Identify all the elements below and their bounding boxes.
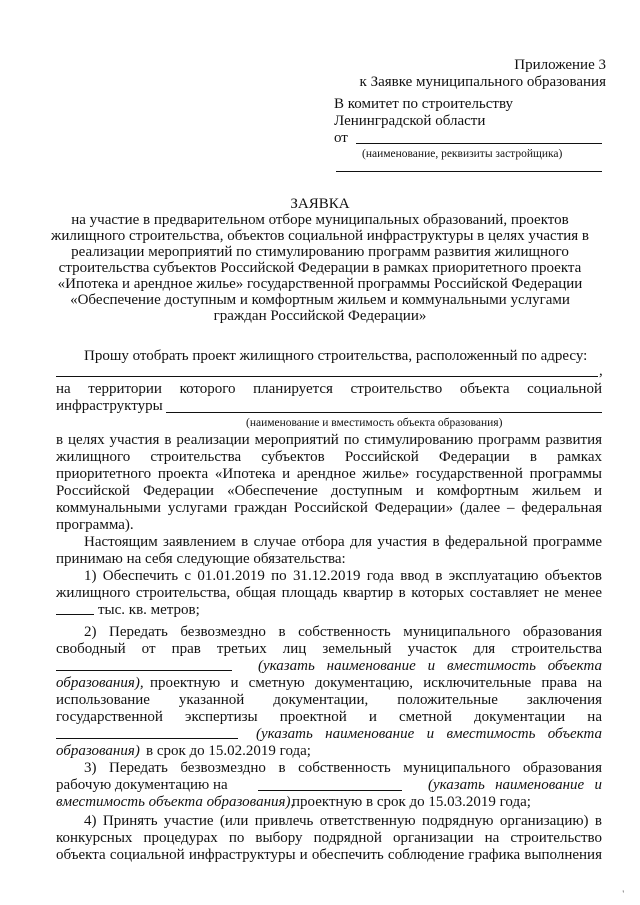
purpose-line: программа).	[56, 517, 134, 533]
docs-field-line	[56, 738, 238, 739]
purpose-line: коммунальными услугами граждан Российской Федерации» (далее – федеральная	[56, 500, 602, 516]
item-3-text: рабочую документацию на	[56, 777, 228, 793]
item-3-hint: вместимость объекта образования),	[56, 794, 295, 810]
addressee-line-1: В комитет по строительству	[334, 96, 514, 112]
item-2-text: использование указанной документации, положительные заключения	[56, 692, 602, 708]
title-line: «Обеспечение доступным и комфортным жильем и коммунальными услугами	[70, 292, 570, 308]
item-2-hint: образования)	[56, 743, 140, 759]
item-4-text: объекта социальной инфраструктуры и обеспечить соблюдение графика выполнения	[56, 847, 602, 863]
item-3-text: проектную в срок до 15.03.2019 года;	[292, 794, 531, 810]
purpose-line: жилищного строительства субъектов Российской Федерации в рамках	[56, 449, 602, 465]
appendix-number: Приложение 3	[514, 57, 606, 73]
addressee-from: от	[334, 130, 348, 146]
item-2-hint: (указать наименование и вместимость объекта	[256, 726, 602, 742]
title-line: граждан Российской Федерации»	[213, 308, 427, 324]
document-heading: ЗАЯВКА	[290, 196, 350, 212]
title-line: реализации мероприятий по стимулированию программ развития жилищного	[71, 244, 569, 260]
item-1-text: жилищного строительства, общая площадь квартир в которых составляет не менее	[56, 585, 602, 601]
item-2-hint: образования),	[56, 675, 144, 691]
request-text: Прошу отобрать проект жилищного строительства, расположенный по адресу:	[84, 348, 588, 364]
item-2-text: 2) Передать безвозмездно в собственность муниципального образования	[84, 624, 602, 640]
item-2-text: проектную и сметную документацию, исключительные права на	[150, 675, 602, 691]
working-docs-field-line	[258, 790, 402, 791]
addressee-line-2: Ленинградской области	[334, 113, 486, 129]
from-caption: (наименование, реквизиты застройщика)	[362, 148, 563, 160]
item-3-hint: (указать наименование и	[428, 777, 602, 793]
item-2-text: в срок до 15.02.2019 года;	[146, 743, 311, 759]
item-1-text: тыс. кв. метров;	[98, 602, 200, 618]
item-2-hint: (указать наименование и вместимость объекта	[258, 658, 602, 674]
appendix-to: к Заявке муниципального образования	[359, 74, 606, 90]
area-field-line	[56, 614, 94, 615]
infra-caption: (наименование и вместимость объекта образования)	[246, 417, 503, 429]
address-field-line	[56, 376, 598, 377]
obligation-intro: Настоящим заявлением в случае отбора для участия в федеральной программе	[84, 534, 602, 550]
from-field-line-2	[336, 171, 602, 172]
infra-label: инфраструктуры	[56, 398, 163, 414]
item-3-text: 3) Передать безвозмездно в собственность муниципального образования	[84, 760, 602, 776]
purpose-line: Российской Федерации «Обеспечение доступным и комфортным жильем и	[56, 483, 602, 499]
obligation-intro: принимаю на себя следующие обязательства:	[56, 551, 346, 567]
corner-mark: '	[622, 889, 624, 899]
title-line: строительства субъектов Российской Федерации в рамках приоритетного проекта	[58, 260, 582, 276]
item-4-text: конкурсных процедурах по выбору подрядной организации на строительство	[56, 830, 602, 846]
item-2-text: свободный от прав третьих лиц земельный участок для строительства	[56, 641, 602, 657]
item-1-text: 1) Обеспечить с 01.01.2019 по 31.12.2019 года ввод в эксплуатацию объектов	[84, 568, 602, 584]
territory-line: на территории которого планируется строительство объекта социальной	[56, 381, 602, 397]
from-field-line	[356, 143, 602, 144]
title-line: жилищного строительства, объектов социальной инфраструктуры в целях участия в	[50, 228, 590, 244]
land-plot-field-line	[56, 670, 232, 671]
purpose-line: в целях участия в реализации мероприятий по стимулированию программ развития	[56, 432, 602, 448]
item-4-text: 4) Принять участие (или привлечь ответственную подрядную организацию) в	[84, 813, 602, 829]
title-line: на участие в предварительном отборе муниципальных образований, проектов	[71, 212, 569, 228]
purpose-line: приоритетного проекта «Ипотека и арендное жилье» государственной программы	[56, 466, 602, 482]
title-line: «Ипотека и арендное жилье» государственной программы Российской Федерации	[57, 276, 583, 292]
item-2-text: государственной экспертизы проектной и сметной документации на	[56, 709, 602, 725]
infra-field-line	[166, 412, 602, 413]
address-comma: ,	[599, 363, 603, 379]
